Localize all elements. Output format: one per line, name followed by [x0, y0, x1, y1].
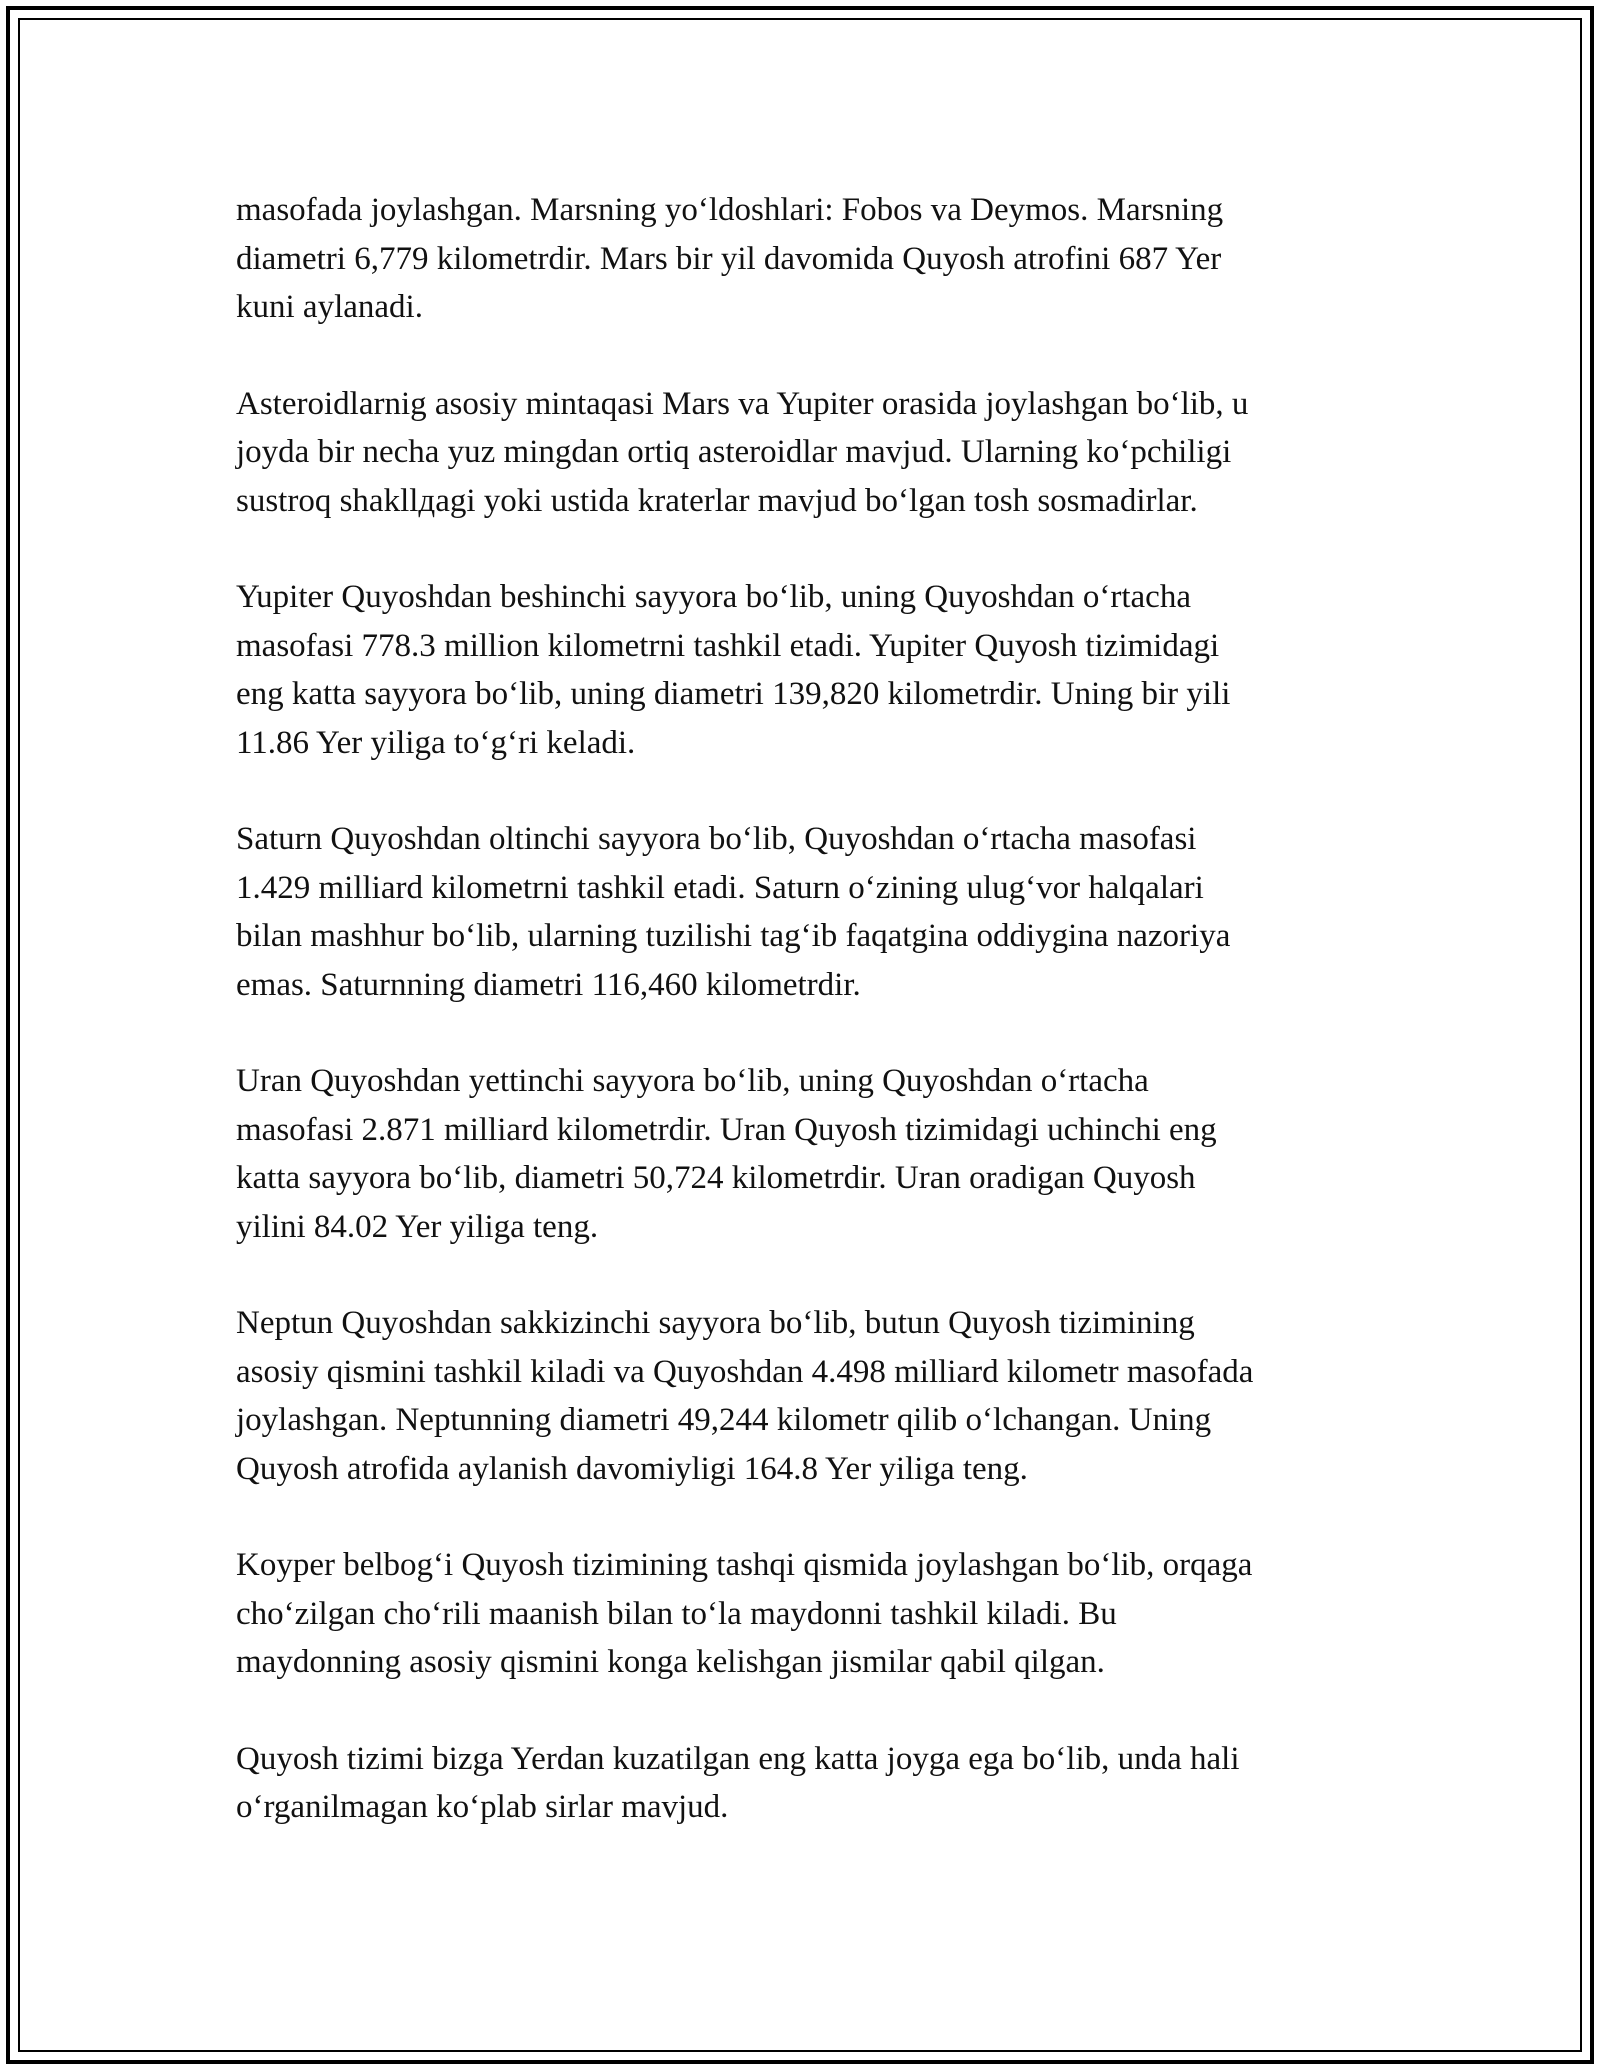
text-line: Koyper belbog‘i Quyosh tizimining tashqi qismida joylashgan bo‘lib, orqaga	[236, 1547, 1253, 1583]
text-line: Uran Quyoshdan yettinchi sayyora bo‘lib, uning Quyoshdan o‘rtacha	[236, 1063, 1149, 1099]
text-line: maydonning asosiy qismini konga kelishgan jismilar qabil qilgan.	[236, 1644, 1105, 1680]
text-line: 11.86 Yer yiliga to‘g‘ri keladi.	[236, 724, 636, 761]
text-line: Quyosh tizimi bizga Yerdan kuzatilgan eng katta joyga ega bo‘lib, unda hali	[236, 1740, 1240, 1777]
paragraph-neptune	[236, 1299, 1376, 1493]
paragraph-uranus	[236, 1057, 1376, 1251]
text-line: o‘rganilmagan ko‘plab sirlar mavjud.	[236, 1789, 729, 1825]
paragraph-saturn	[236, 815, 1376, 1009]
text-line: 1.429 milliard kilometrni tashkil etadi. Saturn o‘zining ulug‘vor halqalari	[236, 869, 1204, 906]
text-line: asosiy qismini tashkil kiladi va Quyoshdan 4.498 milliard kilometr masofada	[236, 1353, 1254, 1390]
paragraph-mars	[236, 186, 1376, 332]
text-line: bilan mashhur bo‘lib, ularning tuzilishi tag‘ib faqatgina oddiygina nazoriya	[236, 918, 1231, 954]
text-line: eng katta sayyora bo‘lib, uning diametri 139,820 kilometrdir. Uning bir yili	[236, 676, 1231, 712]
text-line: Quyosh atrofida aylanish davomiyligi 164.8 Yer yiliga teng.	[236, 1450, 1028, 1487]
text-line: kuni aylanadi.	[236, 289, 423, 325]
document-body	[236, 186, 1376, 1880]
text-line: Yupiter Quyoshdan beshinchi sayyora bo‘lib, uning Quyoshdan o‘rtacha	[236, 579, 1191, 615]
text-line: joyda bir necha yuz mingdan ortiq asteroidlar mavjud. Ularning ko‘pchiligi	[236, 434, 1232, 470]
text-line: emas. Saturnning diametri 116,460 kilometrdir.	[236, 966, 861, 1003]
text-line: sustroq shakllдagi yoki ustida kraterlar mavjud bo‘lgan tosh sosmadirlar.	[236, 482, 1198, 519]
text-line: diametri 6,779 kilometrdir. Mars bir yil davomida Quyosh atrofini 687 Yer	[236, 240, 1222, 277]
paragraph-jupiter	[236, 573, 1376, 767]
text-line: Neptun Quyoshdan sakkizinchi sayyora bo‘lib, butun Quyosh tizimining	[236, 1305, 1195, 1341]
text-line: masofasi 778.3 million kilometrni tashkil etadi. Yupiter Quyosh tizimidagi	[236, 627, 1220, 664]
text-line: Asteroidlarnig asosiy mintaqasi Mars va Yupiter orasida joylashgan bo‘lib, u	[236, 385, 1249, 422]
paragraph-asteroids	[236, 380, 1376, 526]
text-line: Saturn Quyoshdan oltinchi sayyora bo‘lib, Quyoshdan o‘rtacha masofasi	[236, 821, 1197, 857]
text-line: joylashgan. Neptunning diametri 49,244 kilometr qilib o‘lchangan. Uning	[236, 1402, 1212, 1438]
text-line: yilini 84.02 Yer yiliga teng.	[236, 1208, 599, 1245]
text-line: masofasi 2.871 milliard kilometrdir. Uran Quyosh tizimidagi uchinchi eng	[236, 1111, 1217, 1148]
text-line: cho‘zilgan cho‘rili maanish bilan to‘la maydonni tashkil kiladi. Bu	[236, 1595, 1117, 1632]
paragraph-kuiper-belt	[236, 1541, 1376, 1687]
paragraph-conclusion	[236, 1735, 1376, 1832]
text-line: katta sayyora bo‘lib, diametri 50,724 kilometrdir. Uran oradigan Quyosh	[236, 1160, 1196, 1196]
text-line: masofada joylashgan. Marsning yo‘ldoshlari: Fobos va Deymos. Marsning	[236, 192, 1224, 228]
